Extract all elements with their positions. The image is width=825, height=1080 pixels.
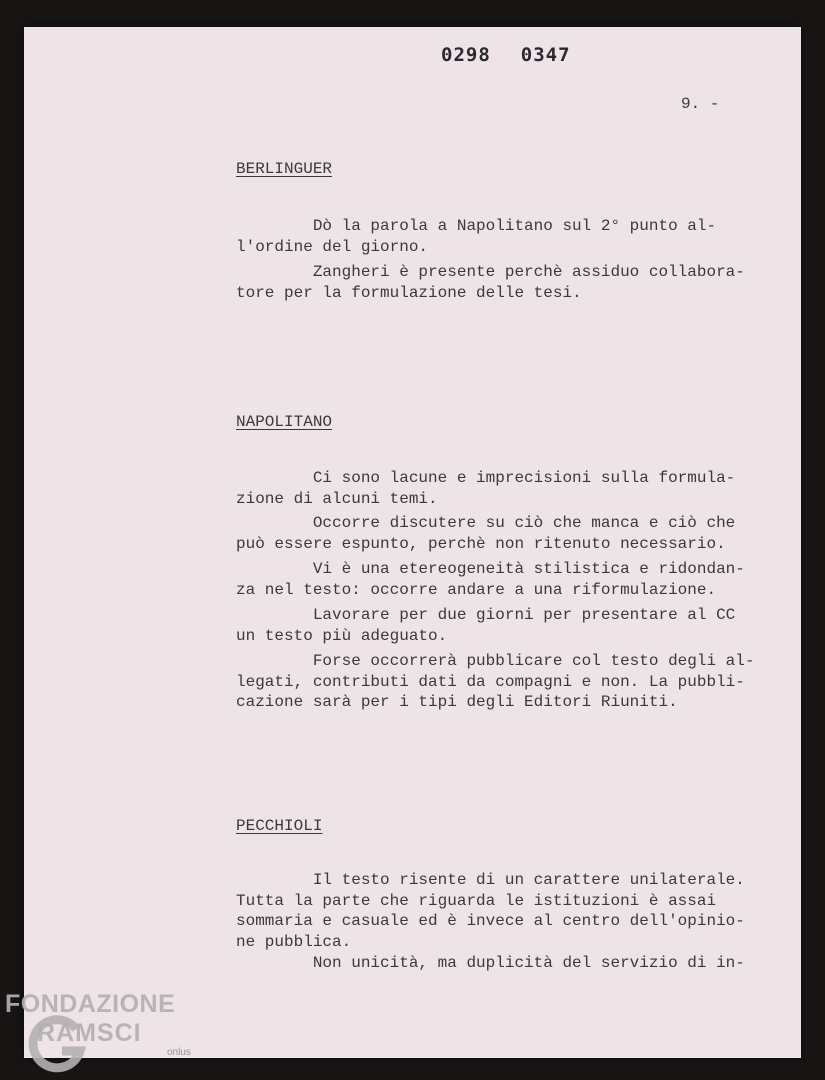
folio-number: 0347 — [520, 44, 571, 66]
page-number: 9. - — [681, 95, 720, 113]
paragraph: Occorre discutere su ciò che manca e ciò che può essere espunto, perchè non ritenuto necessario. — [236, 514, 736, 553]
paragraph: Vi è una etereogeneità stilistica e ridondan- za nel testo: occorre andare a una riformulazione. — [236, 560, 745, 599]
speaker-heading-pecchioli: PECCHIOLI — [236, 817, 323, 835]
paragraph: Ci sono lacune e imprecisioni sulla formula- zione di alcuni temi. — [236, 469, 736, 508]
paragraph: Dò la parola a Napolitano sul 2° punto al- l'ordine del giorno. — [236, 217, 717, 256]
paragraph: Non unicità, ma duplicità del servizio di in- — [236, 954, 745, 972]
watermark-line2: RAMSCI — [37, 1019, 142, 1047]
paragraph: Forse occorrerà pubblicare col testo degli al- legati, contributi dati da compagni e non. La pubbli- cazione sarà per i tipi degli Editori Riuniti. — [236, 652, 755, 711]
paragraph: Lavorare per due giorni per presentare al CC un testo più adeguato. — [236, 606, 736, 645]
watermark-suffix: onlus — [167, 1047, 191, 1058]
speaker-heading-berlinguer: BERLINGUER — [236, 160, 333, 178]
watermark-logo — [5, 990, 191, 1058]
paragraph: Il testo risente di un carattere unilaterale. Tutta la parte che riguarda le istituzioni è assai sommaria e casuale ed è invece al centro dell'opinio- ne pubblica. — [236, 871, 745, 951]
document-page — [24, 27, 801, 1058]
archive-number: 0298 — [441, 44, 491, 66]
paragraph: Zangheri è presente perchè assiduo collabora- tore per la formulazione delle tesi. — [236, 263, 745, 302]
speaker-heading-napolitano: NAPOLITANO — [236, 413, 333, 431]
watermark-line1: FONDAZIONE — [5, 990, 176, 1018]
archive-stamp — [441, 44, 571, 66]
